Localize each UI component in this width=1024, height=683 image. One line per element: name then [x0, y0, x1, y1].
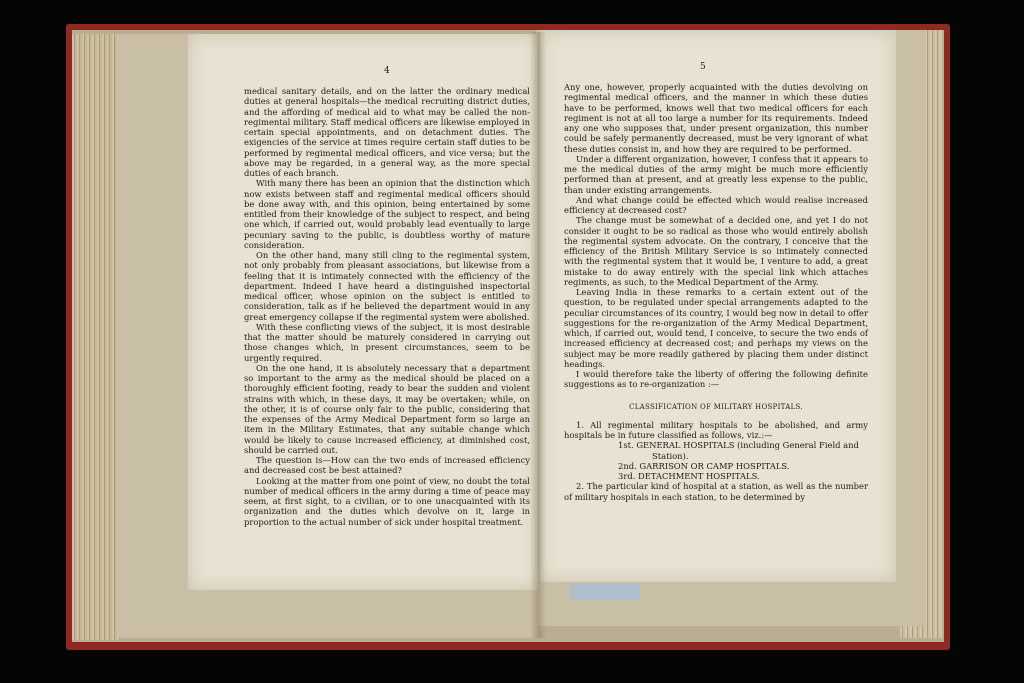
list-item: 2nd. GARRISON OR CAMP HOSPITALS. [618, 460, 790, 471]
repair-tape [570, 584, 640, 600]
paragraph: With many there has been an opinion that the distinction which now exists between staff and regimental medical officers should be done away with, and this opinion, being entertained by some entitled from their knowledge of the subject to respect, and being one which, if carried out, would probably lead eventually to large pecuniary saving to the public, is doubtless worthy of mature consideration. [244, 178, 530, 250]
list-item: Station). [652, 450, 689, 461]
paragraph: On the one hand, it is absolutely necessary that a department so important to the army as the medical should be placed on a thoroughly efficient footing, ready to bear the sudden and violent strains with which, in these days, it may be overtaken; while, on the other, it is of course only fair to the public, considering that the expenses of the Army Medical Department form so large an item in the Military Estimates, that any suitable change which would be likely to cause increased efficiency, at diminished cost, should be carried out. [244, 362, 530, 455]
paragraph: The change must be somewhat of a decided one, and yet I do not consider it ought to be so radical as those who would entirely abolish the regimental system advocate. On the contrary, I conceive that the efficiency of the British Military Service is so intimately connected with the regimental system that it would be, I venture to add, a great mistake to do away entirely with the special link which attaches regiments, as such, to the Medical Department of the Army. [564, 215, 868, 287]
left-page-edges [72, 34, 120, 640]
paragraph: On the other hand, many still cling to the regimental system, not only probably from pleasant associations, but likewise from a feeling that it is intimately connected with the efficiency of the department. Indeed I have heard a distinguished inspectorial medical officer, whose opinion on the subject is entitled to consideration, talk as if he believed the department would in any great emergency collapse if the regimental system were abolished. [244, 250, 530, 322]
right-page-text [564, 82, 868, 502]
paragraph: Under a different organization, however, I confess that it appears to me the medical duties of the army might be much more efficiently performed than at present, and at greatly less expense to the public, than under existing arrangements. [564, 153, 868, 195]
paragraph: medical sanitary details, and on the latter the ordinary medical duties at general hospitals—the medical recruiting district duties, and the affording of medical aid to what may be called the non-regimental military. Staff medical officers are likewise employed in certain special appointments, and on detachment duties. The exigencies of the service at times require certain staff duties to be performed by regimental medical officers, and vice versa; but the above may be regarded, in a general way, as the more special duties of each branch. [244, 86, 530, 178]
page-number: 4 [384, 66, 390, 76]
paragraph: With these conflicting views of the subject, it is most desirable that the matter should be maturely considered in carrying out those changes which, in present circumstances, seem to be urgently required. [244, 321, 530, 363]
right-page [540, 30, 896, 582]
list-item: 3rd. DETACHMENT HOSPITALS. [618, 471, 760, 481]
list-item: 1st. GENERAL HOSPITALS (including General Field and [618, 440, 859, 451]
paragraph: 1. All regimental military hospitals to be abolished, and army hospitals be in future classified as follows, viz.:— [564, 419, 868, 440]
paragraph: I would therefore take the liberty of offering the following definite suggestions as to re-organization :— [564, 369, 868, 390]
page-number: 5 [700, 62, 706, 72]
paragraph: Looking at the matter from one point of view, no doubt the total number of medical officers in the army during a time of peace may seem, at first sight, to a civilian, or to one unacquainted with its organization and the duties which devolve on it, large in proportion to the actual number of sick under hospital treatment. [244, 475, 530, 527]
paragraph: And what change could be effected which would realise increased efficiency at decreased cost? [564, 194, 868, 215]
book-spine [530, 32, 546, 638]
paragraph: 2. The particular kind of hospital at a station, as well as the number of military hospitals in each station, to be determined by [564, 481, 868, 502]
paragraph: Any one, however, properly acquainted with the duties devolving on regimental medical officers, and the manner in which these duties have to be performed, knows well that two medical officers for each regiment is not at all too large a number for its requirements. Indeed any one who supposes that, under present organization, this number could be safely permanently decreased, must be very ignorant of what these duties consist in, and how they are required to be performed. [564, 82, 868, 154]
left-page [188, 34, 538, 590]
paragraph: The question is—How can the two ends of increased efficiency and decreased cost be best attained? [244, 455, 530, 476]
section-heading: CLASSIFICATION OF MILITARY HOSPITALS. [629, 402, 803, 411]
paragraph: Leaving India in these remarks to a certain extent out of the question, to be regulated under special arrangements adapted to the peculiar circumstances of its country, I would beg now in detail to offer suggestions for the re-organization of the Army Medical Department, which, if carried out, would tend, I conceive, to secure the two ends of increased efficiency at decreased cost; and perhaps my views on the subject may be more readily gathered by placing them under distinct headings. [564, 287, 868, 369]
left-page-text [244, 86, 530, 527]
